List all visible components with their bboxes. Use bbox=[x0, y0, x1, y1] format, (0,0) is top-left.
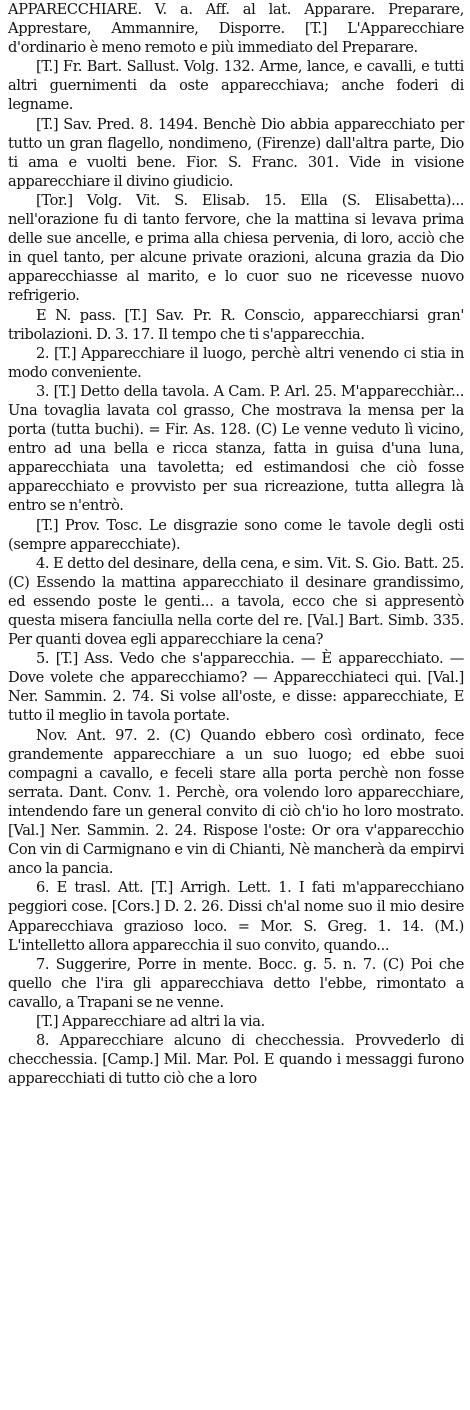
sense-paragraph: 7. Suggerire, Porre in mente. Bocc. g. 5. n. 7. (C) Poi che quello che l'ira gli apparecchiava detto l'ebbe, rimontato a cavallo, a Trapani se ne venne. bbox=[8, 955, 464, 1011]
sense-paragraph: 6. E trasl. Att. [T.] Arrigh. Lett. 1. I fati m'apparecchiano peggiori cose. [Cors.] D. 2. 26. Dissi ch'al nome suo il mio desire Apparecchiava grazioso loco. = Mor. S. Greg. 1. 14. (M.) L'intelletto allora apparecchia il suo convito, quando... bbox=[8, 879, 464, 954]
citation-paragraph: [Tor.] Volg. Vit. S. Elisab. 15. Ella (S. Elisabetta)... nell'orazione fu di tanto fervore, che la mattina si levava prima delle sue ancelle, e prima alla chiesa pervenia, di loro, acciò che in quel tanto, per alcune private orazioni, alcuna grazia da Dio apparecchiasse al marito, e lo cuor suo ne ricevesse nuovo refrigerio. bbox=[8, 191, 464, 305]
sense-paragraph: 2. [T.] Apparecchiare il luogo, perchè altri venendo ci stia in modo conveniente. bbox=[8, 344, 464, 381]
sense-paragraph: 8. Apparecchiare alcuno di checchessia. Provvederlo di checchessia. [Camp.] Mil. Mar. Pol. E quando i messaggi furono apparecchiati di tutto ciò che a loro bbox=[8, 1032, 464, 1088]
citation-paragraph: E N. pass. [T.] Sav. Pr. R. Conscio, apparecchiarsi gran' tribolazioni. D. 3. 17. Il tempo che ti s'apparecchia. bbox=[8, 306, 464, 343]
citation-paragraph: [T.] Apparecchiare ad altri la via. bbox=[36, 1012, 265, 1030]
sense-paragraph: 5. [T.] Ass. Vedo che s'apparecchia. — È apparecchiato. — Dove volete che apparecchiamo? — Apparecchiateci qui. [Val.] Ner. Sammin. 2. 74. Si volse all'oste, e disse: apparecchiate, E tutto il meglio in tavola portate. bbox=[8, 650, 464, 725]
citation-paragraph: Nov. Ant. 97. 2. (C) Quando ebbero così ordinato, fece grandemente apparecchiare a un suo luogo; ed ebbe suoi compagni a cavallo, e feceli stare alla porta perchè non fosse serrata. Dant. Conv. 1. Perchè, ora volendo loro apparecchiare, intendendo fare un general convito di ciò ch'io ho loro mostrato. [Val.] Ner. Sammin. 2. 24. Rispose l'oste: Or ora v'apparecchio Con vin di Carmignano e vin di Chianti, Nè mancherà da empirvi anco la pancia. bbox=[8, 726, 464, 878]
citation-paragraph: [T.] Prov. Tosc. Le disgrazie sono come le tavole degli osti (sempre apparecchiate). bbox=[8, 516, 464, 553]
sense-paragraph: 3. [T.] Detto della tavola. A Cam. P. Arl. 25. M'apparecchiàr... Una tovaglia lavata col grasso, Che mostrava la mensa per la porta (tutta buchi). = Fir. As. 128. (C) Le venne veduto lì vicino, entro ad una bella e ricca stanza, fatta in guisa d'una luna, apparecchiata una tavoletta; ed estimandosi che ciò fosse apparecchiato e provvisto per sua ricreazione, tutta allegra là entro se n'entrò. bbox=[8, 382, 464, 515]
entry-headword-paragraph: APPARECCHIARE. V. a. Aff. al lat. Apparare. Preparare, Apprestare, Ammannire, Disporre. [T.] L'Apparecchiare d'ordinario è meno remoto e più immediato del Preparare. bbox=[8, 1, 464, 57]
citation-paragraph: [T.] Fr. Bart. Sallust. Volg. 132. Arme, lance, e cavalli, e tutti altri guernimenti da oste apparecchiava; anche foderi di legname. bbox=[8, 58, 464, 114]
sense-paragraph: 4. E detto del desinare, della cena, e sim. Vit. S. Gio. Batt. 25. (C) Essendo la mattina apparecchiato il desinare grandissimo, ed essendo poste le genti... a tavola, ecco che si appresentò questa misera fanciulla nella corte del re. [Val.] Bart. Simb. 335. Per quanti dovea egli apparecchiare la cena? bbox=[8, 554, 464, 649]
citation-paragraph: [T.] Sav. Pred. 8. 1494. Benchè Dio abbia apparecchiato per tutto un gran flagello, nondimeno, (Firenze) dall'altra parte, Dio ti ama e vuolti bene. Fior. S. Franc. 301. Vide in visione apparecchiare il divino giudicio. bbox=[8, 115, 464, 190]
